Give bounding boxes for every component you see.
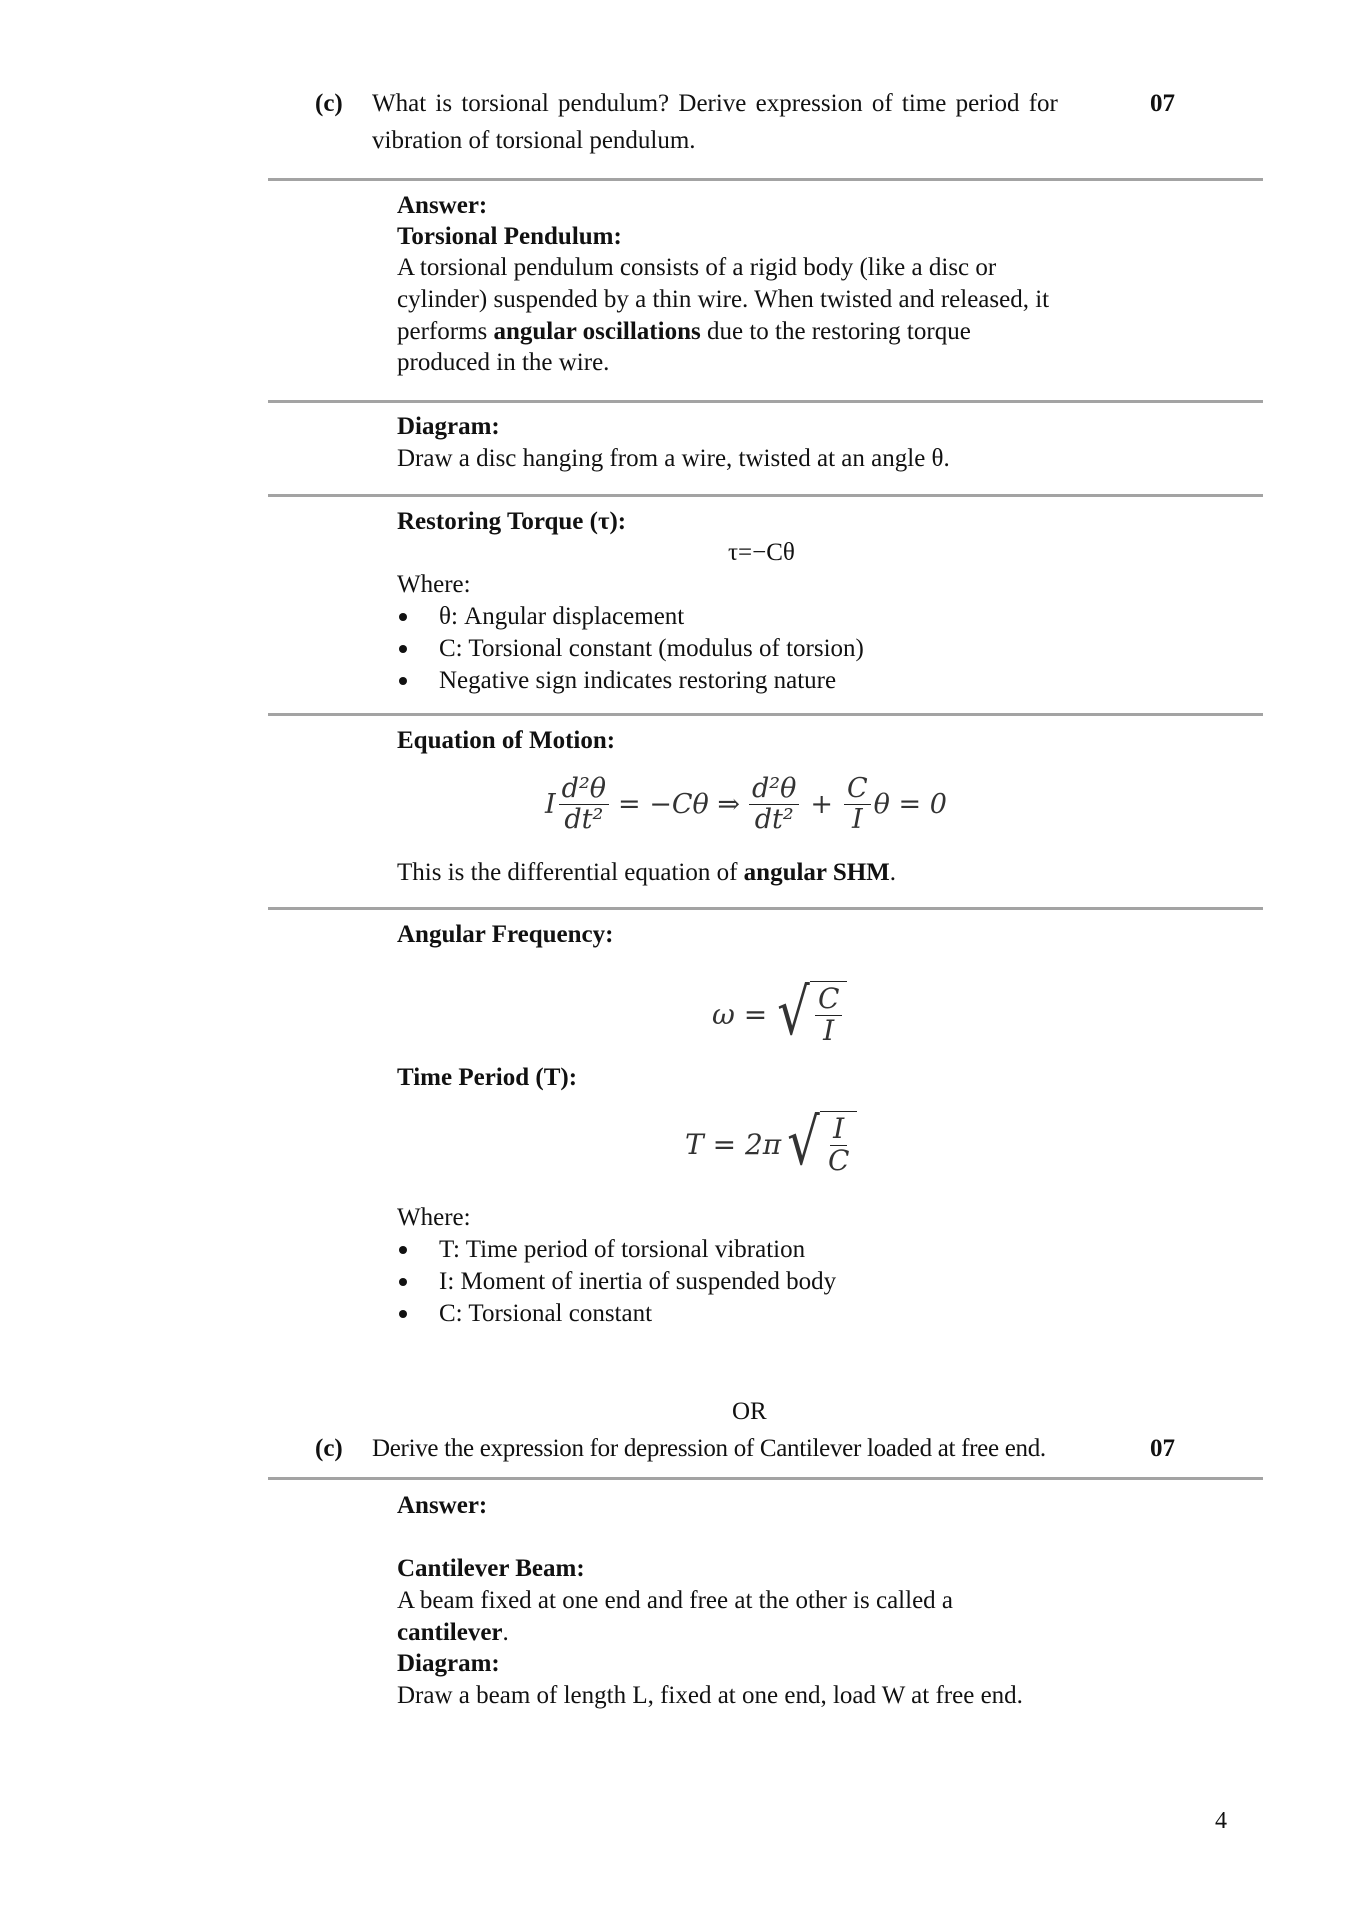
math-symbol: ω =	[712, 997, 768, 1031]
list-item	[397, 601, 864, 633]
section-divider	[268, 400, 1263, 403]
bullet-icon	[399, 645, 407, 653]
bullet-icon	[399, 1278, 407, 1286]
equation-of-motion	[545, 765, 947, 843]
list-item	[397, 1234, 836, 1266]
question-marks: 07	[1150, 90, 1175, 117]
period-variable-list	[397, 1234, 836, 1330]
fraction	[559, 774, 609, 834]
section-divider	[268, 1477, 1263, 1480]
fraction	[749, 774, 799, 834]
page-number: 4	[1215, 1808, 1227, 1834]
definition-line-2: cylinder) suspended by a thin wire. When twisted and released, it	[397, 286, 1050, 313]
text-span: This is the differential equation of	[397, 859, 744, 886]
time-period-heading: Time Period (T):	[397, 1064, 578, 1091]
bullet-icon	[399, 677, 407, 685]
emphasis-text: angular oscillations	[493, 318, 701, 345]
radical-icon: √	[777, 976, 810, 1051]
list-item-text: Negative sign indicates restoring nature	[439, 667, 837, 694]
question-marks: 07	[1150, 1435, 1175, 1462]
equation-of-motion-heading: Equation of Motion:	[397, 727, 616, 754]
motion-note	[397, 857, 896, 889]
radicand	[820, 1111, 857, 1177]
question-text-line2: vibration of torsional pendulum.	[372, 127, 696, 154]
emphasis-text: cantilever	[397, 1619, 503, 1646]
diagram-heading: Diagram:	[397, 1650, 500, 1677]
denominator: C	[827, 1144, 850, 1177]
bullet-icon	[399, 613, 407, 621]
definition-line-3	[397, 316, 971, 348]
text-span: .	[502, 1619, 509, 1646]
where-label: Where:	[397, 1204, 471, 1231]
denominator: dt²	[564, 803, 604, 835]
radicand	[810, 981, 847, 1047]
radical-icon: √	[787, 1106, 820, 1181]
section-divider	[268, 713, 1263, 716]
list-item	[397, 633, 864, 665]
list-item	[397, 665, 864, 697]
diagram-instruction: Draw a beam of length L, fixed at one end, load W at free end.	[397, 1682, 1023, 1709]
where-label: Where:	[397, 571, 471, 598]
question-text-line1: What is torsional pendulum? Derive expression of time period for	[372, 90, 1058, 117]
cantilever-definition-line-2	[397, 1617, 509, 1649]
question-label: (c)	[315, 1435, 343, 1462]
question-label: (c)	[315, 90, 343, 117]
bullet-icon	[399, 1246, 407, 1254]
list-item-text: C: Torsional constant (modulus of torsion)	[439, 635, 864, 662]
list-item-text: θ: Angular displacement	[439, 603, 685, 630]
torque-equation: τ=−Cθ	[728, 539, 795, 566]
numerator: C	[844, 774, 871, 805]
fraction	[844, 774, 871, 834]
bullet-icon	[399, 1310, 407, 1318]
section-divider	[268, 907, 1263, 910]
angular-frequency-heading: Angular Frequency:	[397, 921, 614, 948]
section-divider	[268, 494, 1263, 497]
list-item-text: T: Time period of torsional vibration	[439, 1236, 806, 1263]
math-symbol: = −Cθ ⇒	[618, 788, 740, 820]
list-item-text: I: Moment of inertia of suspended body	[439, 1268, 837, 1295]
angular-frequency-equation	[712, 970, 847, 1058]
section-divider	[268, 178, 1263, 181]
list-item	[397, 1266, 836, 1298]
definition-line-1: A torsional pendulum consists of a rigid body (like a disc or	[397, 254, 997, 281]
text-span: .	[889, 859, 897, 886]
math-symbol: θ = 0	[873, 788, 947, 820]
question-text: Derive the expression for depression of Cantilever loaded at free end.	[372, 1435, 1046, 1462]
numerator: d²θ	[749, 774, 799, 805]
answer-heading: Answer:	[397, 1492, 488, 1519]
square-root	[773, 976, 847, 1051]
denominator: I	[823, 1014, 835, 1047]
restoring-torque-heading: Restoring Torque (τ):	[397, 508, 627, 535]
text-span: due to the restoring torque	[700, 318, 971, 345]
denominator: dt²	[754, 803, 794, 835]
fraction	[815, 984, 842, 1047]
numerator: d²θ	[559, 774, 609, 805]
math-symbol: I	[545, 788, 556, 820]
denominator: I	[852, 803, 863, 835]
cantilever-beam-heading: Cantilever Beam:	[397, 1555, 585, 1582]
cantilever-definition-line-1: A beam fixed at one end and free at the other is called a	[397, 1587, 954, 1614]
or-separator: OR	[732, 1398, 767, 1425]
text-span: performs	[397, 318, 494, 345]
numerator: C	[815, 984, 842, 1016]
math-symbol: T = 2π	[685, 1127, 782, 1161]
math-symbol: +	[810, 788, 833, 820]
definition-line-4: produced in the wire.	[397, 349, 610, 376]
torque-variable-list	[397, 601, 864, 697]
diagram-heading: Diagram:	[397, 413, 500, 440]
fraction	[825, 1114, 852, 1177]
list-item-text: C: Torsional constant	[439, 1300, 653, 1327]
emphasis-text: angular SHM	[743, 859, 890, 886]
list-item	[397, 1298, 836, 1330]
diagram-instruction: Draw a disc hanging from a wire, twisted at an angle θ.	[397, 445, 950, 472]
numerator: I	[830, 1114, 847, 1146]
torsional-pendulum-heading: Torsional Pendulum:	[397, 223, 622, 250]
square-root	[783, 1106, 857, 1181]
answer-heading: Answer:	[397, 192, 488, 219]
time-period-equation	[685, 1100, 857, 1188]
